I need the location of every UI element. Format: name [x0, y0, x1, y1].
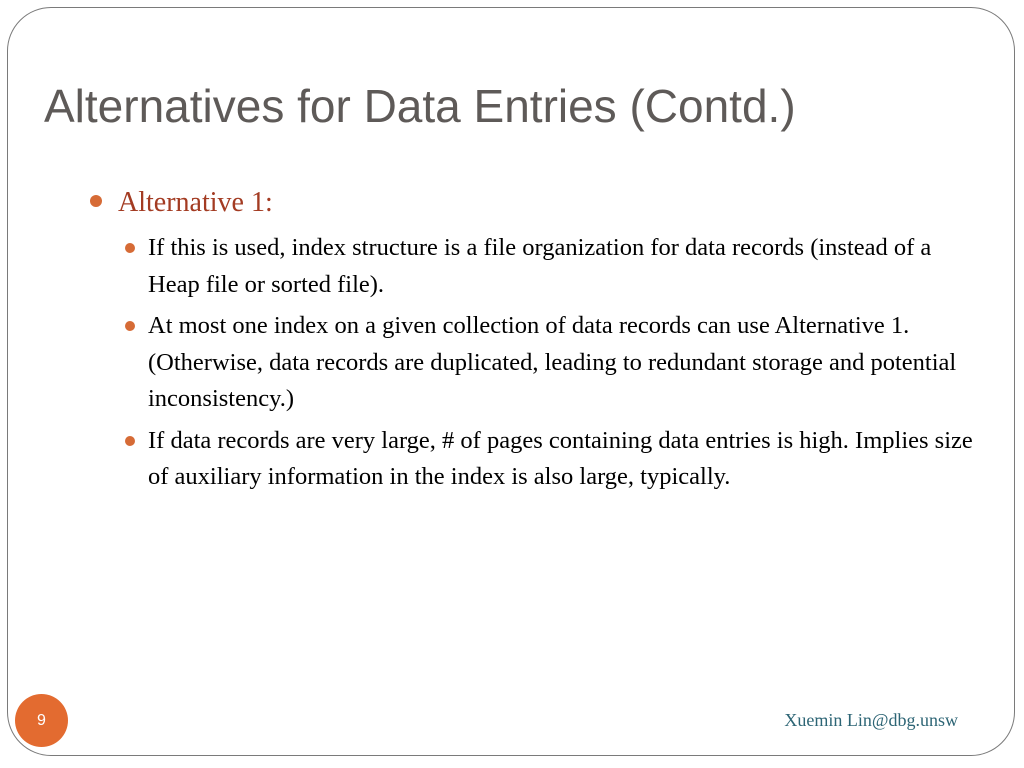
sub-bullet-list	[118, 230, 973, 496]
bullet-dot-icon	[90, 195, 102, 207]
page-number-badge: 9	[15, 694, 68, 747]
sub-bullet-item	[118, 308, 978, 418]
sub-bullet-text: If data records are very large, # of pages containing data entries is high. Implies size of auxiliary information in the index is also large, typically.	[148, 426, 973, 490]
bullet-item	[88, 186, 968, 220]
sub-bullet-dot-icon	[125, 243, 135, 253]
sub-bullet-item	[118, 423, 978, 496]
sub-bullet-item	[118, 230, 978, 303]
slide-title: Alternatives for Data Entries (Contd.)	[44, 80, 796, 132]
sub-bullet-dot-icon	[125, 436, 135, 446]
bullet-text: Alternative 1:	[118, 187, 273, 218]
sub-bullet-text: At most one index on a given collection of data records can use Alternative 1. (Otherwise, data records are duplicated, leading to redundant storage and potential inconsistency.)	[148, 312, 957, 412]
slide-content	[88, 186, 973, 501]
footer-text: Xuemin Lin@dbg.unsw	[784, 710, 958, 730]
sub-bullet-dot-icon	[125, 321, 135, 331]
sub-bullet-text: If this is used, index structure is a file organization for data records (instead of a Heap file or sorted file).	[148, 234, 932, 298]
